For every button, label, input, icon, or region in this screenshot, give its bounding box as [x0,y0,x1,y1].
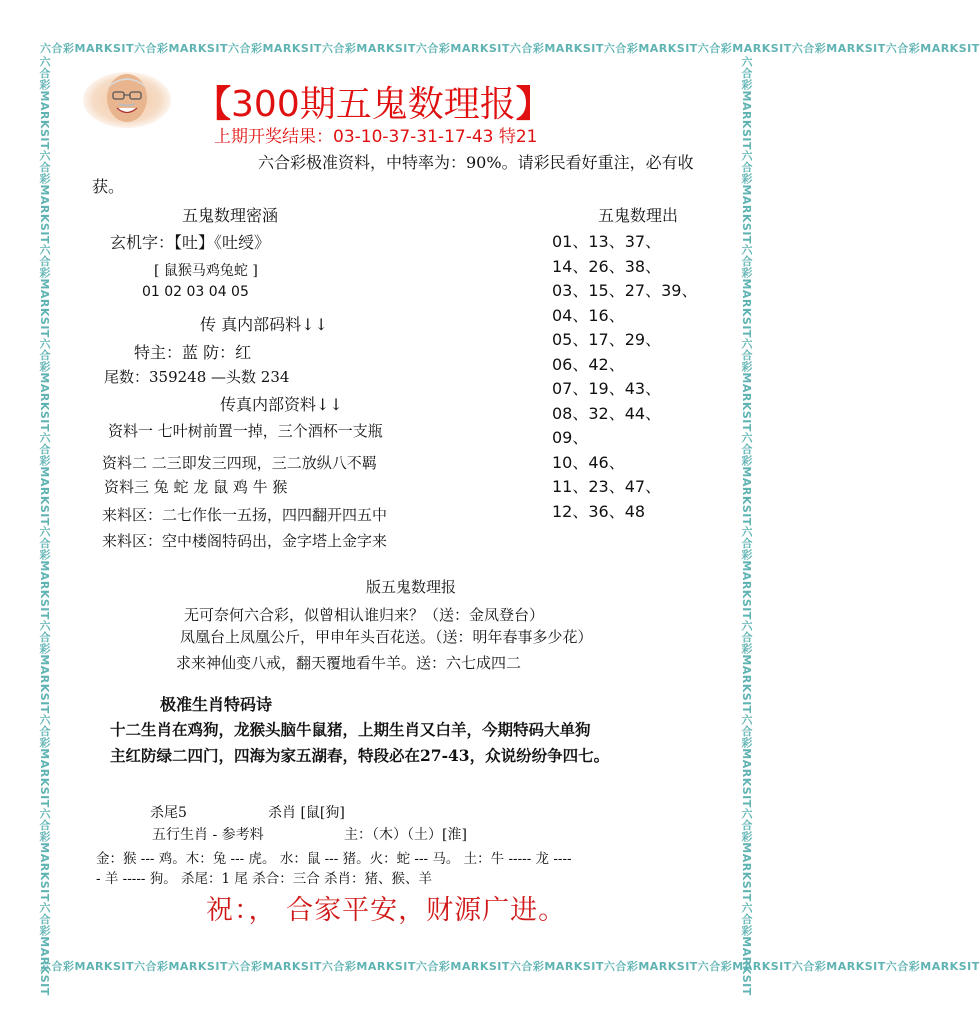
number-row: 08、32、44、 [552,403,662,423]
poem-title: 极准生肖特码诗 [160,695,273,714]
number-row: 03、15、27、39、 [552,281,698,300]
number-row: 10、46、 [552,452,625,472]
intro-line-2: 获。 [92,177,125,196]
data-item-2: 资料二 二三即发三四现，三二放纵八不羁 [102,454,377,472]
number-row: 04、16、 [552,305,625,325]
watermark-bottom: 六合彩MARKSIT六合彩MARKSIT六合彩MARKSIT六合彩MARKSIT六合彩MARKSIT六合彩MARKSIT六合彩MARKSIT六合彩MARKSIT六合彩MARKSIT六合彩MARKSIT [40,960,980,973]
wuxing-main: 主：（木）（土）[淮] [344,827,467,843]
zodiac-bracket: [ 鼠猴马鸡兔蛇 ] [154,263,258,279]
edition-line-1: 无可奈何六合彩，似曾相认谁归来？（送：金凤登台） [184,606,545,624]
number-row: 06、42、 [552,354,625,374]
number-row: 07、19、43、 [552,379,662,398]
issue-number: 300 [231,84,300,125]
edition-title: 版五鬼数理报 [366,578,457,596]
watermark-right: 六合彩MARKSIT六合彩MARKSIT六合彩MARKSIT六合彩MARKSIT六合彩MARKSIT六合彩MARKSIT六合彩MARKSIT六合彩MARKSIT六合彩MARKSIT六合彩MARKSIT [740,56,753,996]
edition-line-3: 求来神仙变八戒，翻天覆地看牛羊。送：六七成四二 [176,654,522,672]
fax-code-title: 传 真内部码料↓↓ [200,315,328,334]
kill-tail: 杀尾5 [150,805,187,821]
number-list [552,230,697,524]
number-row: 11、23、47、 [552,477,662,496]
poem-line-2: 主红防绿二四门，四海为家五湖春，特段必在27-43，众说纷纷争四七。 [110,746,610,765]
last-draw-result: 上期开奖结果：03-10-37-31-17-43 特21 [214,127,538,147]
title-text: 期五鬼数理报 [299,84,516,125]
blessing: 祝：， 合家平安，财源广进。 [206,895,567,926]
special-main-color: 特主：蓝 防：红 [134,343,252,362]
come-material-2: 来料区：空中楼阁特码出，金字塔上金字来 [102,532,388,550]
tail-head-numbers: 尾数：359248 —头数 234 [104,368,290,386]
title-bracket-right: 】 [515,83,552,125]
xuanji-word: 玄机字：【吐】《吐绶》 [110,233,271,252]
kill-zodiac: 杀肖 [鼠[狗] [268,805,345,821]
zodiac-numbers: 01 02 03 04 05 [142,284,249,300]
wuxing-reference: 五行生肖 - 参考料 [152,827,264,843]
left-section-title: 五鬼数理密涵 [182,206,279,225]
edition-line-2: 凤凰台上凤凰公斤，甲申年头百花送。（送：明年春事多少花） [180,628,593,646]
data-item-1: 资料一 七叶树前置一掉，三个酒杯一支瓶 [108,422,383,440]
watermark-top: 六合彩MARKSIT六合彩MARKSIT六合彩MARKSIT六合彩MARKSIT六合彩MARKSIT六合彩MARKSIT六合彩MARKSIT六合彩MARKSIT六合彩MARKSIT六合彩MARKSIT [40,42,980,55]
number-row: 14、26、38、 [552,256,662,276]
poem-line-1: 十二生肖在鸡狗，龙猴头脑牛鼠猪，上期生肖又白羊，今期特码大单狗 [110,720,591,739]
number-row: 12、36、48 [552,501,646,521]
number-row: 05、17、29、 [552,330,662,349]
data-item-3: 资料三 兔 蛇 龙 鼠 鸡 牛 猴 [104,478,288,496]
elements-line-2: - 羊 ----- 狗。 杀尾：1 尾 杀合：三合 杀肖：猪、猴、羊 [96,871,432,887]
page-title [195,76,552,127]
number-row: 01、13、37、 [552,232,662,251]
number-row: 09、 [552,428,589,447]
watermark-left: 六合彩MARKSIT六合彩MARKSIT六合彩MARKSIT六合彩MARKSIT六合彩MARKSIT六合彩MARKSIT六合彩MARKSIT六合彩MARKSIT六合彩MARKSIT六合彩MARKSIT [38,56,51,996]
avatar-face-image [82,70,172,128]
right-section-title: 五鬼数理出 [598,206,679,225]
fax-data-title: 传真内部资料↓↓ [220,395,343,414]
title-bracket-left: 【 [195,83,232,125]
come-material-1: 来料区：二七作伥一五扬，四四翻开四五中 [102,506,388,524]
elements-line-1: 金：猴 --- 鸡。木：兔 --- 虎。 水：鼠 --- 猪。火：蛇 --- 马。 土：牛 ----- 龙 ---- [96,851,572,867]
intro-line-1: 六合彩极准资料，中特率为：90%。请彩民看好重注，必有收 [258,153,694,172]
